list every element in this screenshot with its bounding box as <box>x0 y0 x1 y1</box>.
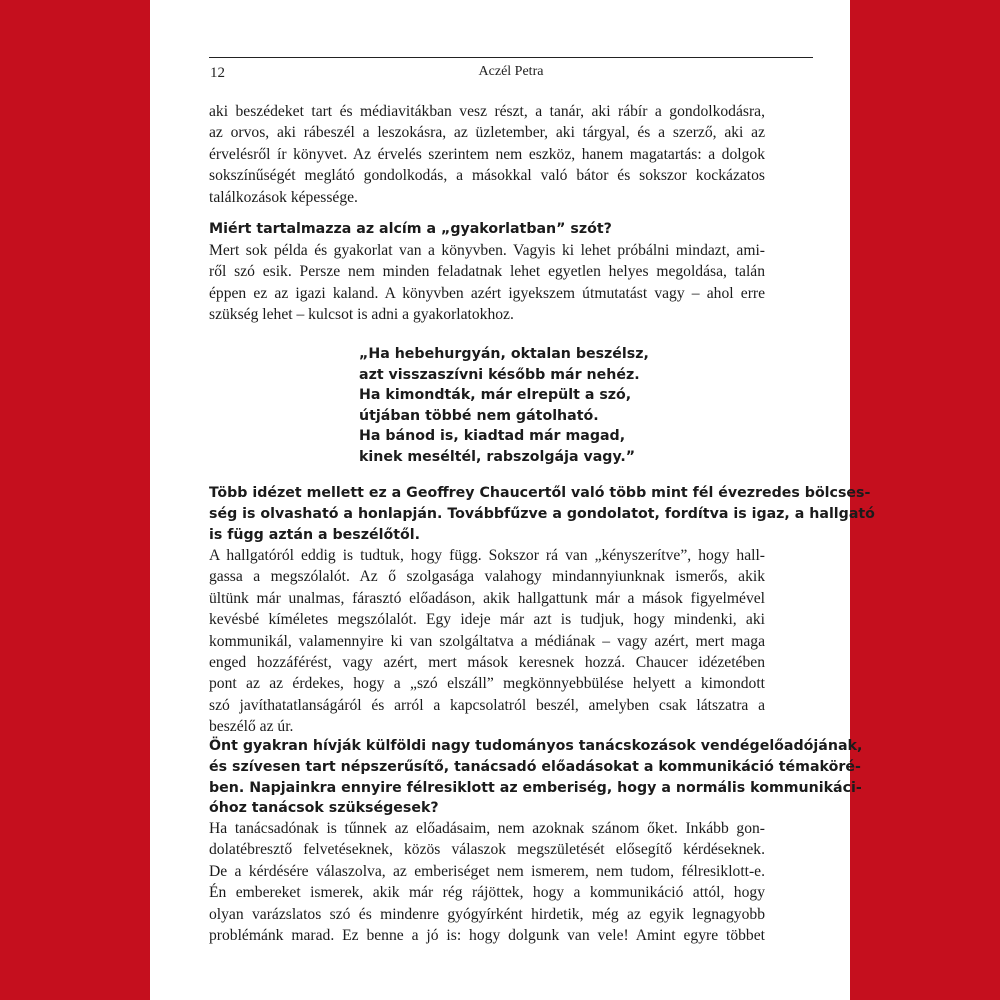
text-line: az orvos, aki rábeszél a leszokásra, az üzletember, aki tárgyal, és a szerző, aki az <box>209 124 765 142</box>
interview-question-2 <box>209 483 875 545</box>
intro-paragraph <box>209 101 765 208</box>
text-line: gassa a megszólalót. Az ő szolgasága valahogy mindannyiunknak ismerős, akik <box>209 568 765 586</box>
running-header <box>209 57 813 82</box>
question-line: Miért tartalmazza az alcím a „gyakorlatban” szót? <box>209 221 612 237</box>
text-line: Mert sok példa és gyakorlat van a könyvben. Vagyis ki lehet próbálni mindazt, ami- <box>209 242 765 259</box>
quote-line: azt visszaszívni később már nehéz. <box>359 366 640 383</box>
interview-answer-2 <box>209 545 765 738</box>
text-line: szükség lehet – kulcsot is adni a gyakorlatokhoz. <box>209 306 514 324</box>
question-line: Több idézet mellett ez a Geoffrey Chaucertől való több mint fél évezredes bölcses- <box>209 485 871 501</box>
text-line: találkozások képessége. <box>209 188 358 206</box>
running-head-author: Aczél Petra <box>478 64 544 79</box>
text-line: enged hozzáférést, vagy azért, mert mások keresnek hozzá. Chaucer idézetében <box>209 654 765 672</box>
text-line: sokszínűségét meglátó gondolkodás, a másokkal való bátor és sokszor kockázatos <box>209 167 765 185</box>
quote-line: kinek meséltél, rabszolgája vagy.” <box>359 448 636 465</box>
text-line: érvelésről ír könyvet. Az érvelés szerintem nem eszköz, hanem magatartás: a dolgok <box>209 145 765 163</box>
question-line: Önt gyakran hívják külföldi nagy tudományos tanácskozások vendégelőadójának, <box>209 738 863 754</box>
question-line: is függ aztán a beszélőtől. <box>209 526 421 543</box>
text-line: ültünk már unalmas, fárasztó előadáson, akik hallgattunk már a mások figyelmével <box>209 589 765 607</box>
text-line: éppen ez az igazi kaland. A könyvben azért igyekszem útmutatást vagy – ahol erre <box>209 284 765 302</box>
page-number: 12 <box>210 65 225 81</box>
question-line: ben. Napjainkra ennyire félresiklott az emberiség, hogy a normális kommunikáci- <box>209 779 862 796</box>
interview-question-1 <box>209 219 765 240</box>
text-line: kommunikál, valamennyire ki van szolgáltatva a médiának – vagy azért, mert maga <box>209 632 765 650</box>
text-line: ről szó esik. Persze nem minden feladatnak lehet egyetlen helyes megoldása, talán <box>209 263 765 281</box>
text-line: pont az az érdekes, hogy a „szó elszáll” megkönnyebbülése helyett a kimondott <box>209 675 765 693</box>
text-line: szó javíthatatlanságáról és arról a kapcsolatról beszél, amelyben csak látszatra a <box>209 696 765 714</box>
quote-line: „Ha hebehurgyán, oktalan beszélsz, <box>359 346 649 362</box>
chaucer-quote <box>359 344 649 467</box>
text-line: De a kérdésére válaszolva, az emberiséget nem ismerem, nem tudom, félresiklott-e. <box>209 862 765 880</box>
quote-line: Ha bánod is, kiadtad már magad, <box>359 428 626 444</box>
quote-line: útjában többé nem gátolható. <box>359 407 599 424</box>
question-line: ség is olvasható a honlapján. Továbbfűzve a gondolatot, fordítva is igaz, a hallgató <box>209 505 875 522</box>
text-line: olyan varázslatos szó és mindenre gyógyírként hirdetik, még az egyik legnagyobb <box>209 905 765 923</box>
text-line: aki beszédeket tart és médiavitákban vesz részt, a tanár, aki rábír a gondolkodásra, <box>209 103 765 120</box>
text-line: A hallgatóról eddig is tudtuk, hogy függ. Sokszor rá van „kényszerítve”, hogy hall- <box>209 547 765 564</box>
interview-question-3 <box>209 736 863 819</box>
interview-answer-1 <box>209 240 765 326</box>
question-line: óhoz tanácsok szükségesek? <box>209 800 439 817</box>
text-line: dolatébresztő felvetéseknek, közös válaszok megszületését elősegítő kérdéseknek. <box>209 841 765 859</box>
book-page <box>150 0 875 1000</box>
text-line: problémánk marad. Ez benne a jó is: hogy dolgunk van vele! Amint egyre többet <box>209 927 765 945</box>
text-line: beszélő az úr. <box>209 718 294 736</box>
interview-answer-3 <box>209 818 765 946</box>
quote-line: Ha kimondták, már elrepült a szó, <box>359 387 632 403</box>
question-line: és szívesen tart népszerűsítő, tanácsadó előadásokat a kommunikáció témaköré- <box>209 758 861 775</box>
text-line: Én embereket ismerek, akik már rég rájöttek, hogy a kommunikáció attól, hogy <box>209 884 765 902</box>
text-line: Ha tanácsadónak is tűnnek az előadásaim, nem azoknak szánom őket. Inkább gon- <box>209 820 765 837</box>
text-line: kevésbé kíméletes megszólalót. Egy ideje már azt is tudjuk, hogy mindenki, aki <box>209 611 765 629</box>
